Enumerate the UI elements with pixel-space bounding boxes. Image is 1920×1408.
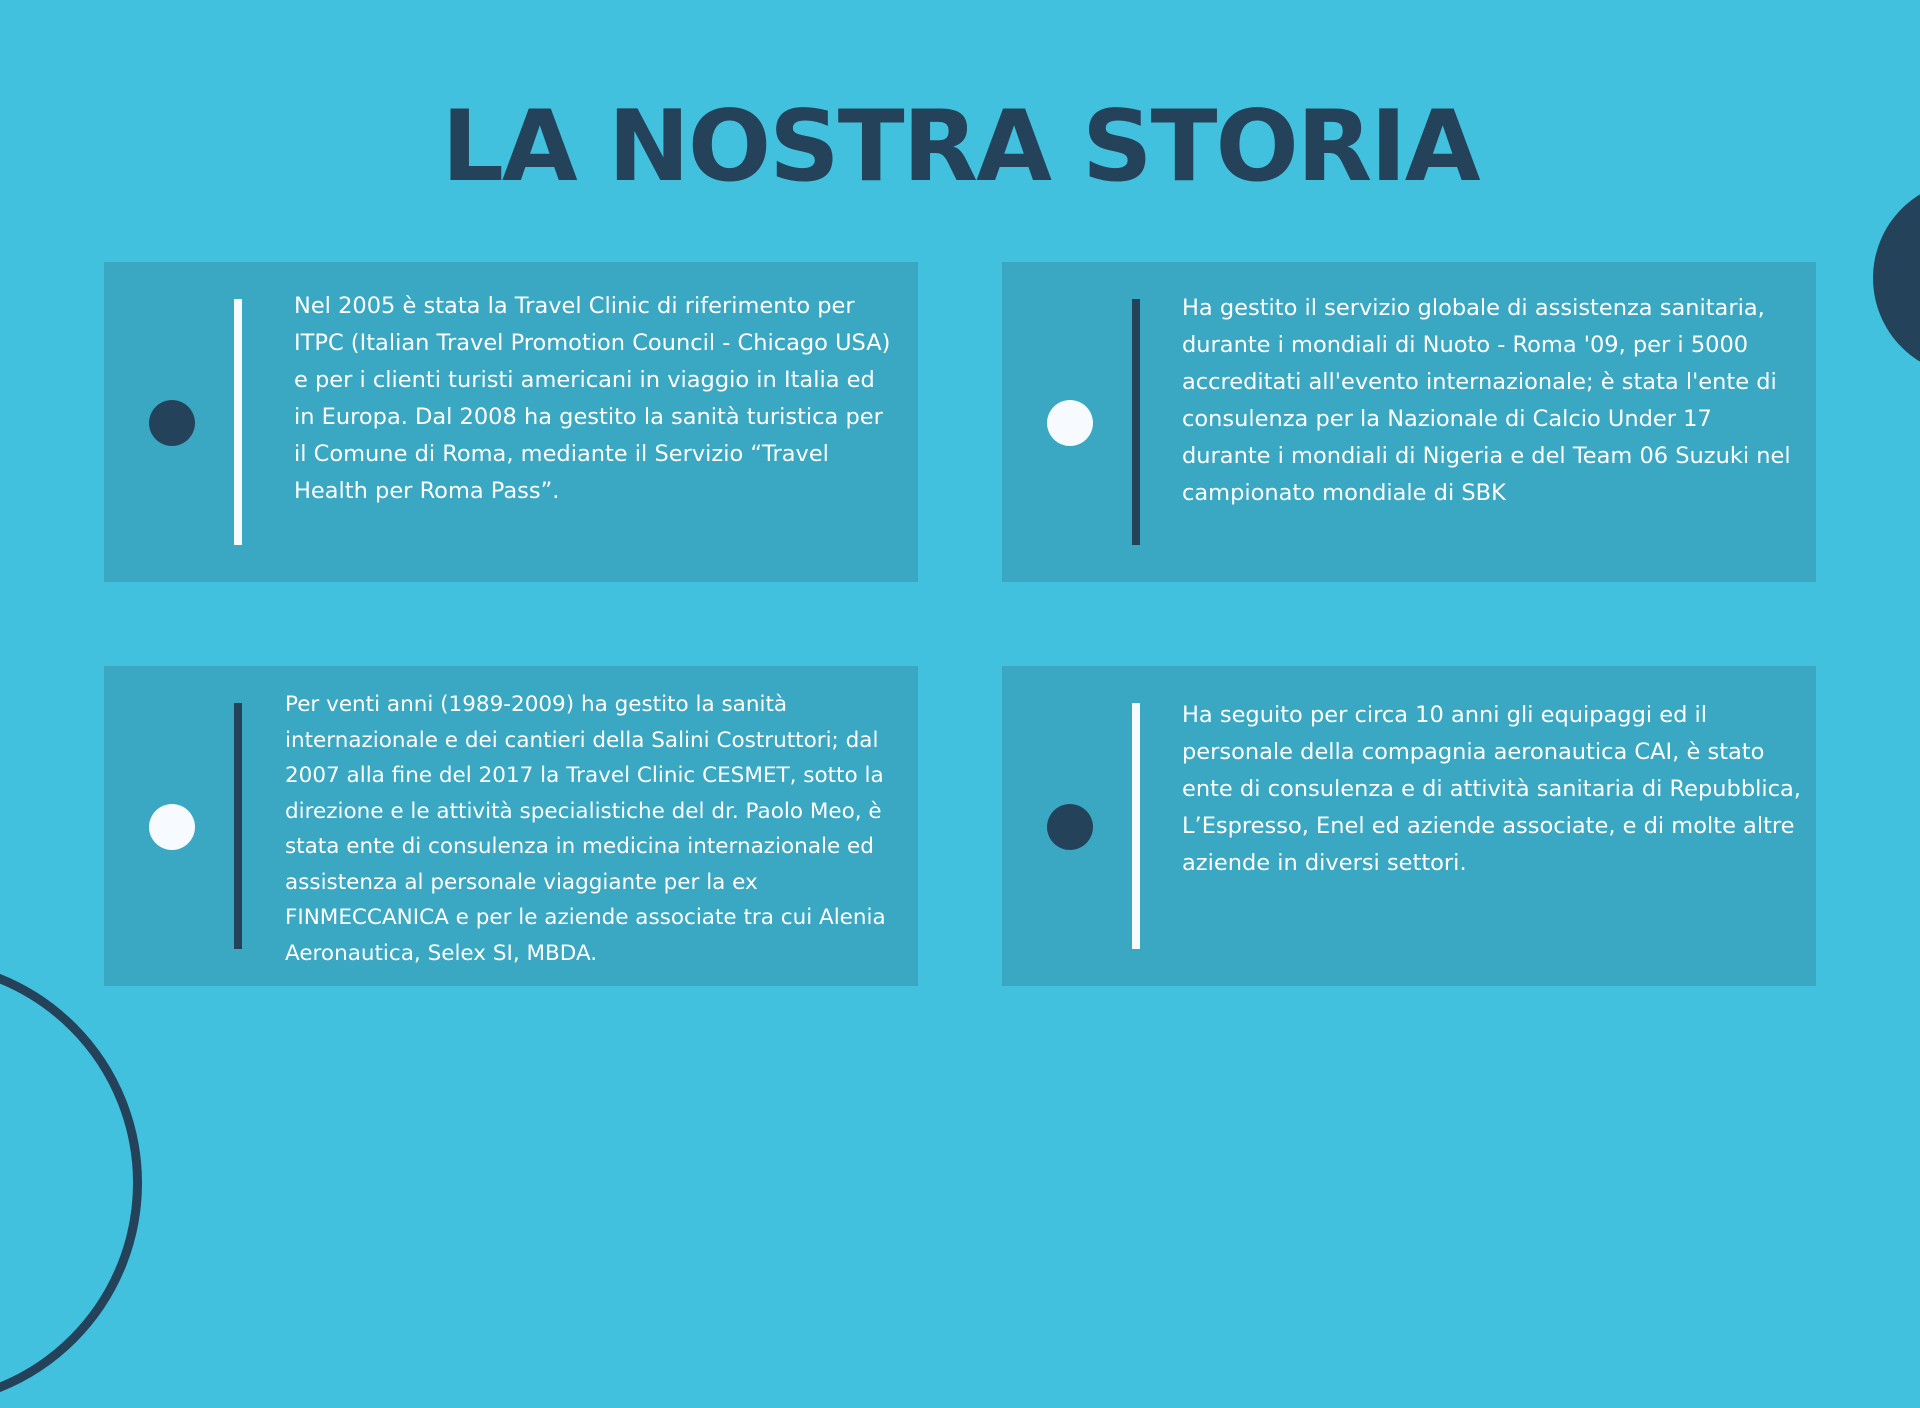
history-card-mondiali [1002, 262, 1816, 582]
page-title: LA NOSTRA STORIA [441, 90, 1479, 204]
card-text: Per venti anni (1989-2009) ha gestito la sanità internazionale e dei cantieri della Salini Costruttori; dal 2007 alla fine del 2017 la Travel Clinic CESMET, sotto la direzione e le attività specialistiche del dr. Paolo Meo, è stata ente di consulenza in medicina internazionale ed assistenza al personale viaggiante per la ex FINMECCANICA e per le aziende associate tra cui Alenia Aeronautica, Selex SI, MBDA. [285, 692, 886, 966]
history-card-salini [104, 666, 918, 986]
timeline-bar [1132, 703, 1140, 949]
timeline-dot [149, 804, 195, 850]
history-card-2005 [104, 262, 918, 582]
card-text: Nel 2005 è stata la Travel Clinic di riferimento per ITPC (Italian Travel Promotion Council - Chicago USA) e per i clienti turisti americani in viaggio in Italia ed in Europa. Dal 2008 ha gestito la sanità turistica per il Comune di Roma, mediante il Servizio “Travel Health per Roma Pass”. [294, 293, 891, 504]
history-card-cai [1002, 666, 1816, 986]
card-text: Ha gestito il servizio globale di assistenza sanitaria, durante i mondiali di Nuoto - Roma '09, per i 5000 accreditati all'evento internazionale; è stata l'ente di consulenza per la Nazionale di Calcio Under 17 durante i mondiali di Nigeria e del Team 06 Suzuki nel campionato mondiale di SBK [1182, 295, 1791, 506]
timeline-dot [149, 400, 195, 446]
card-text: Ha seguito per circa 10 anni gli equipaggi ed il personale della compagnia aeronautica CAI, è stato ente di consulenza e di attività sanitaria di Repubblica, L’Espresso, Enel ed aziende associate, e di molte altre aziende in diversi settori. [1182, 702, 1801, 876]
timeline-bar [234, 299, 242, 545]
timeline-dot [1047, 400, 1093, 446]
decorative-ring-bottom-left [0, 958, 142, 1408]
timeline-dot [1047, 804, 1093, 850]
timeline-bar [1132, 299, 1140, 545]
timeline-bar [234, 703, 242, 949]
decorative-circle-right [1873, 180, 1920, 376]
